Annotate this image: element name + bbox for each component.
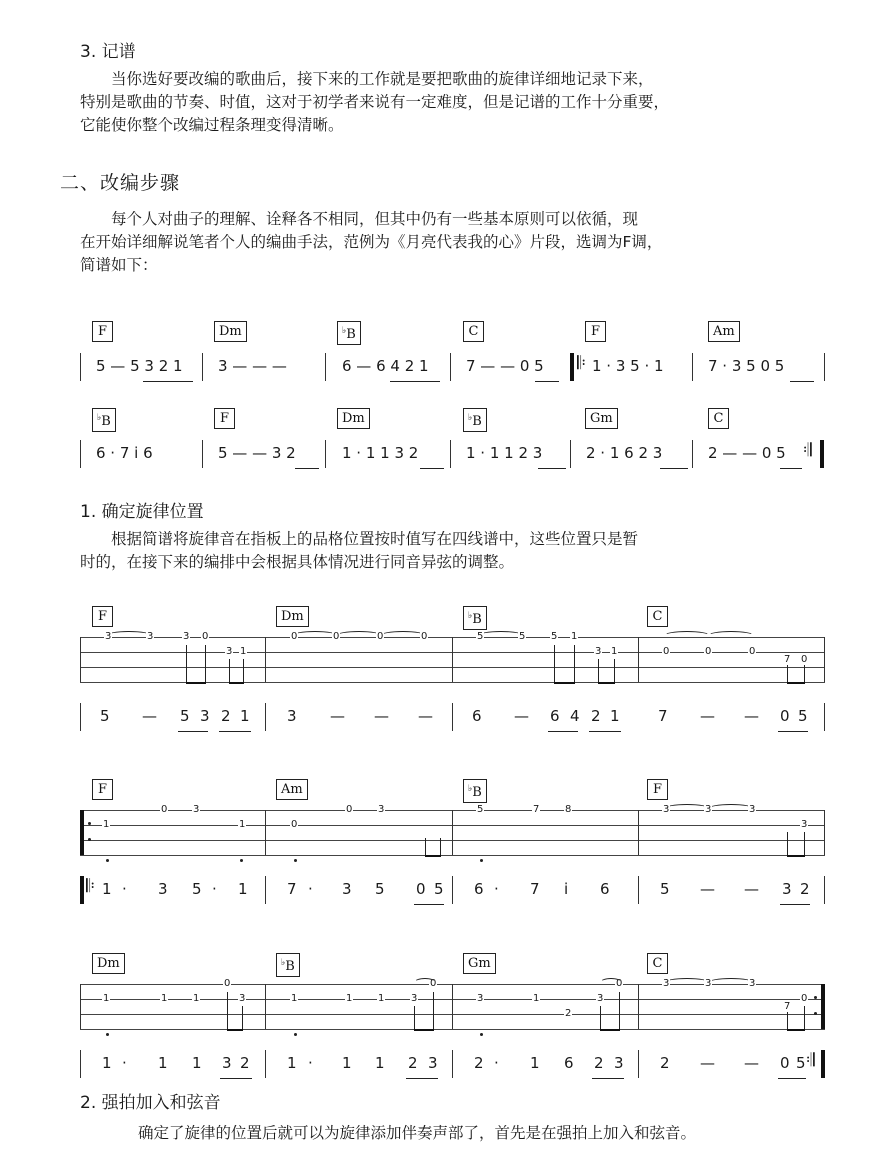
barline xyxy=(202,353,203,381)
tab-numbered-line: 𝄆 1 · 3 5 · 1 7 · 3 5 0 5 6 · 7 i 6 5 — — 3 2 xyxy=(80,870,825,910)
final-barline xyxy=(820,440,824,468)
measure: 6 · 7 i 6 xyxy=(96,444,153,462)
section-1-title: 1. 确定旋律位置 xyxy=(80,502,204,522)
section-2-paragraph: 确定了旋律的位置后就可以为旋律添加伴奏声部了，首先是在强拍上加入和弦音。 xyxy=(138,1124,697,1142)
chord-label: F xyxy=(214,408,235,429)
repeat-start-icon: 𝄆 xyxy=(86,876,95,897)
flat-icon: ♭ xyxy=(468,611,473,621)
barline xyxy=(325,353,326,381)
underline xyxy=(295,468,319,469)
flat-icon: ♭ xyxy=(468,413,473,423)
underline xyxy=(535,381,559,382)
measure: 5 — 5 3 2 1 xyxy=(96,357,183,375)
measure: 6 — 6 4 2 1 xyxy=(342,357,429,375)
measure: 1 · 3 5 · 1 xyxy=(592,357,664,375)
underline xyxy=(420,468,444,469)
barline xyxy=(824,353,825,381)
flat-icon: ♭ xyxy=(97,413,102,423)
tab-staff: 1 1 1 0 3 1 1 1 3 0 3 1 2 3 0 3 3 3 7 0 xyxy=(80,984,825,1029)
chord-label: ♭B xyxy=(276,953,300,977)
measure: 5 — — 3 2 xyxy=(218,444,296,462)
barline xyxy=(570,440,571,468)
chord-label: ♭B xyxy=(92,408,116,432)
barline xyxy=(325,440,326,468)
barline xyxy=(692,440,693,468)
para-line: 当你选好要改编的歌曲后，接下来的工作就是要把歌曲的旋律详细地记录下来， xyxy=(111,70,654,88)
repeat-barline xyxy=(570,353,574,381)
tab-numbered-line: 5 — 5 3 2 1 3 — — — 6 — 6 4 2 1 7 — — 0 5 xyxy=(80,697,825,737)
chord-label: Am xyxy=(708,321,740,342)
barline xyxy=(450,353,451,381)
measure: 1 · 1 1 2 3 xyxy=(466,444,543,462)
part-2-paragraph xyxy=(80,208,840,277)
chord-label: ♭B xyxy=(463,606,487,630)
jianpu-measures xyxy=(80,347,825,387)
measure: 7 · 3 5 0 5 xyxy=(708,357,785,375)
underline xyxy=(538,468,566,469)
chord-label: ♭B xyxy=(337,321,361,345)
flat-icon: ♭ xyxy=(281,958,286,968)
underline xyxy=(143,381,193,382)
chord-label: Dm xyxy=(92,953,125,974)
chord-label: C xyxy=(647,953,668,974)
chord-label: F xyxy=(92,606,113,627)
barline xyxy=(80,353,81,381)
tab-numbered-line: 1 · 1 1 3 2 1 · 1 1 2 3 2 · 1 6 2 3 2 — — 0 5 𝄇 xyxy=(80,1044,825,1084)
jianpu-measures xyxy=(80,434,825,474)
chord-label: F xyxy=(647,779,668,800)
chord-label: C xyxy=(647,606,668,627)
section-3-title: 3. 记谱 xyxy=(80,42,136,62)
barline xyxy=(80,440,81,468)
para-line: 每个人对曲子的理解、诠释各不相同，但其中仍有一些基本原则可以依循，现 xyxy=(111,210,639,228)
barline xyxy=(202,440,203,468)
tab-staff: 3 3 3 0 3 1 0 0 0 0 5 5 5 1 3 1 0 0 0 7 0 xyxy=(80,637,825,682)
chord-label: C xyxy=(708,408,729,429)
chord-label: F xyxy=(585,321,606,342)
para-line: 在开始详细解说笔者个人的编曲手法，范例为《月亮代表我的心》片段，选调为F调， xyxy=(80,233,663,251)
chord-label: ♭B xyxy=(463,779,487,803)
repeat-start-icon: 𝄆 xyxy=(577,353,586,374)
chord-label: Dm xyxy=(276,606,309,627)
para-line: 简谱如下： xyxy=(80,256,158,274)
para-line: 特别是歌曲的节奏、时值，这对于初学者来说有一定难度，但是记谱的工作十分重要， xyxy=(80,93,670,111)
section-3-paragraph xyxy=(80,68,840,137)
para-line: 时的，在接下来的编排中会根据具体情况进行同音异弦的调整。 xyxy=(80,553,515,571)
chord-label: F xyxy=(92,779,113,800)
chord-label: Gm xyxy=(585,408,618,429)
underline xyxy=(660,468,688,469)
underline xyxy=(390,381,440,382)
measure: 1 · 1 1 3 2 xyxy=(342,444,419,462)
repeat-end-icon: 𝄇 xyxy=(806,1050,815,1071)
barline xyxy=(692,353,693,381)
measure: 2 — — 0 5 xyxy=(708,444,786,462)
chord-label: Am xyxy=(276,779,308,800)
section-2-title: 2. 强拍加入和弦音 xyxy=(80,1093,221,1113)
underline xyxy=(780,468,802,469)
para-line: 它能使你整个改编过程条理变得清晰。 xyxy=(80,116,344,134)
chord-label: Gm xyxy=(463,953,496,974)
chord-label: Dm xyxy=(337,408,370,429)
measure: 3 — — — xyxy=(218,357,287,375)
flat-icon: ♭ xyxy=(342,326,347,336)
repeat-end-icon: 𝄇 xyxy=(803,440,812,461)
part-2-title: 二、改编步骤 xyxy=(60,172,181,194)
chord-label: ♭B xyxy=(463,408,487,432)
tab-staff: 1 0 3 1 0 0 3 5 7 8 3 3 3 3 xyxy=(80,810,825,855)
barline xyxy=(450,440,451,468)
chord-label: C xyxy=(463,321,484,342)
section-1-paragraph xyxy=(80,528,840,574)
measure: 2 · 1 6 2 3 xyxy=(586,444,663,462)
chord-label: Dm xyxy=(214,321,247,342)
flat-icon: ♭ xyxy=(468,784,473,794)
measure: 7 — — 0 5 xyxy=(466,357,544,375)
para-line: 根据简谱将旋律音在指板上的品格位置按时值写在四线谱中，这些位置只是暂 xyxy=(111,530,639,548)
chord-label: F xyxy=(92,321,113,342)
underline xyxy=(790,381,814,382)
